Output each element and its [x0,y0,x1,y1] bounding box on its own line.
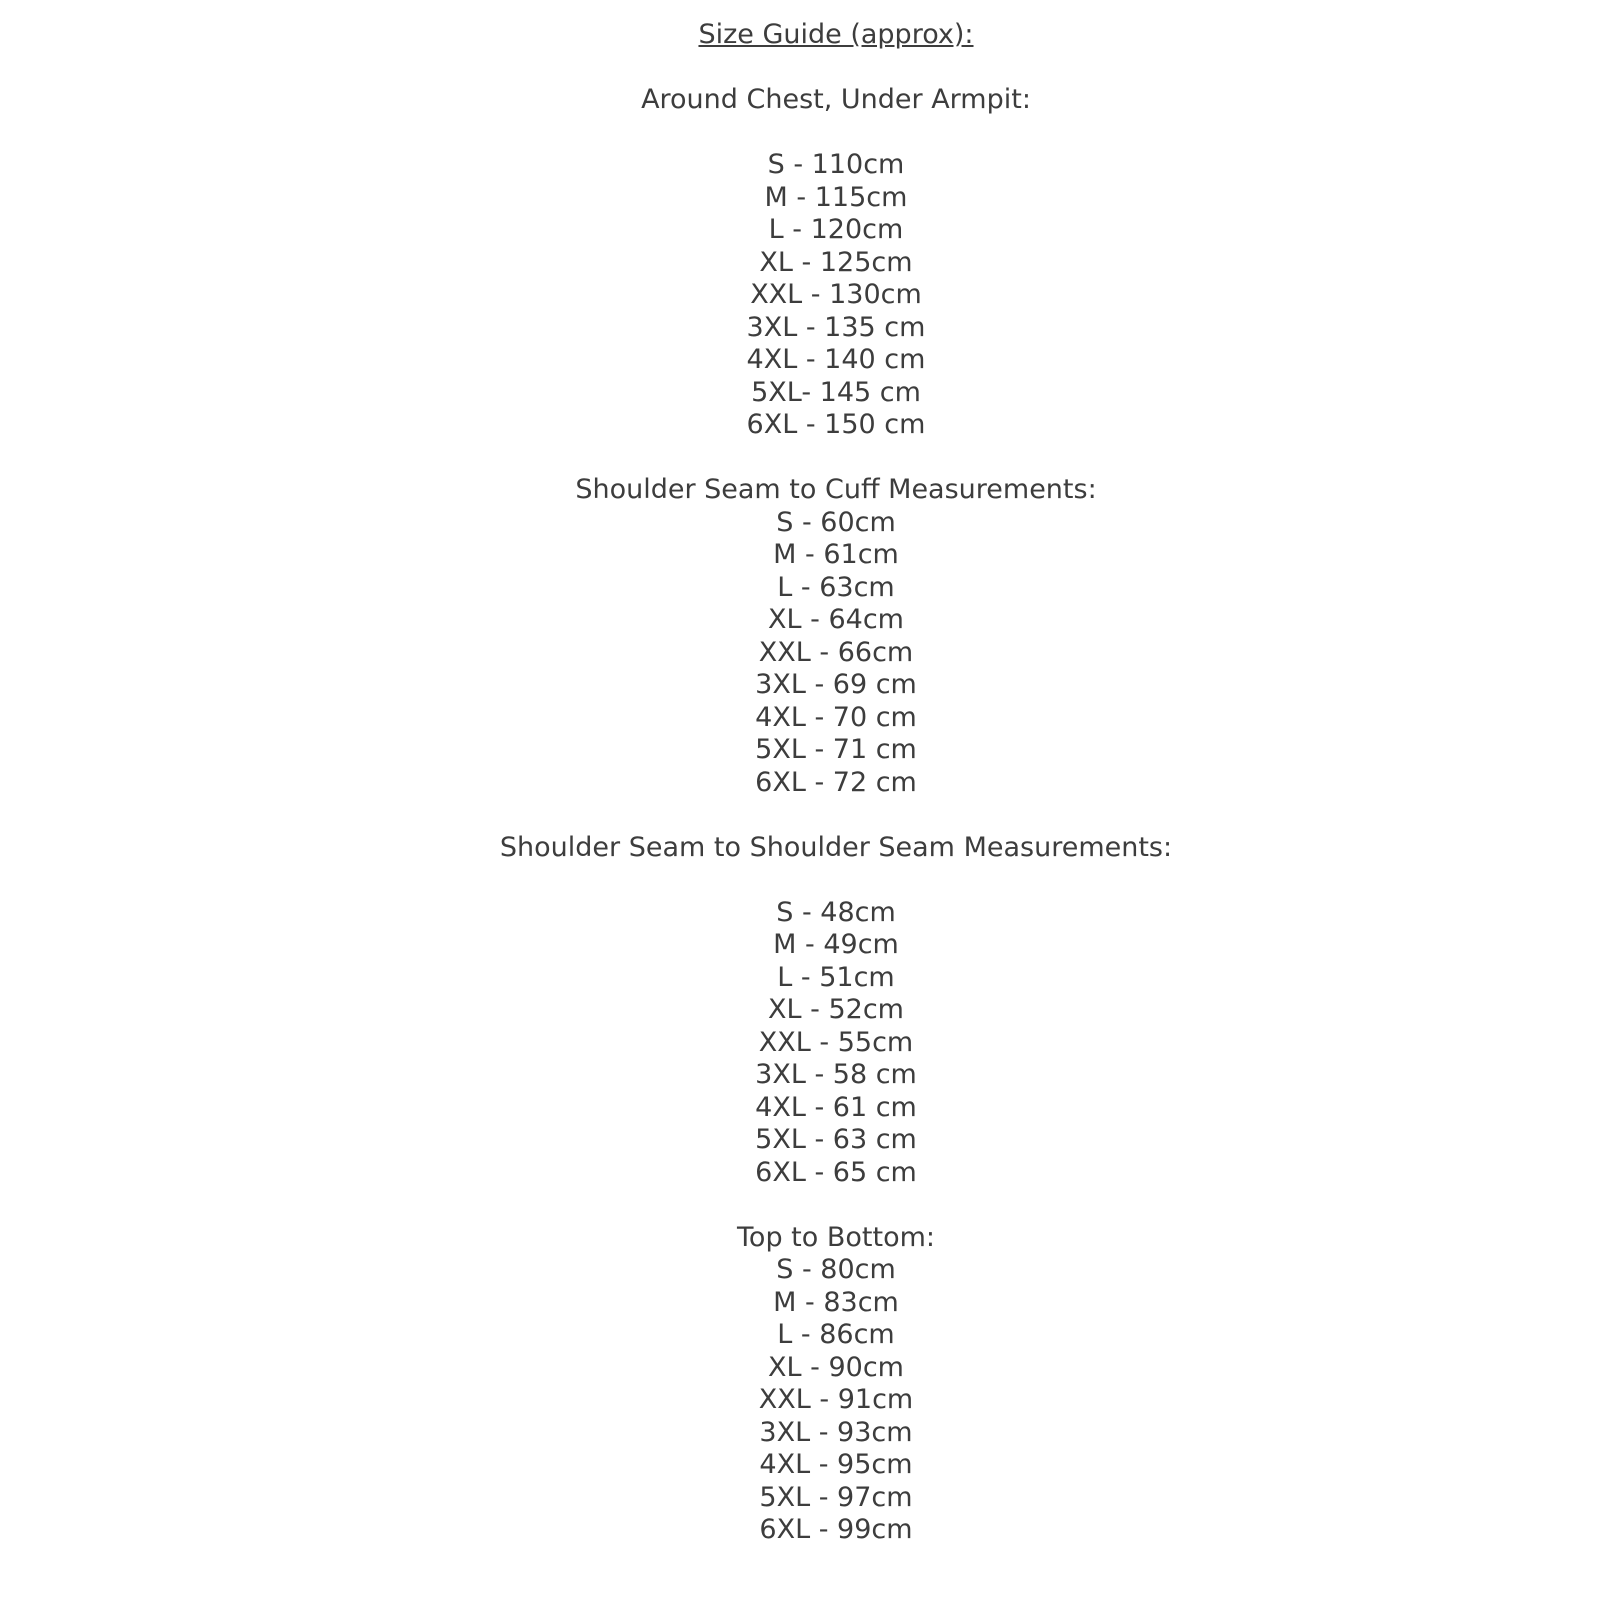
size-row: L - 51cm [777,961,895,993]
sections-container [72,84,1600,1547]
size-row: 4XL - 95cm [759,1449,913,1480]
size-row: XL - 64cm [768,604,904,635]
size-rows [72,149,1600,442]
size-section [72,84,1600,442]
size-row: XL - 125cm [759,246,913,278]
size-row: S - 60cm [776,506,896,538]
size-section [72,474,1600,799]
size-row: S - 80cm [776,1254,896,1285]
page-title: Size Guide (approx): [698,19,974,50]
size-row: M - 49cm [773,929,899,960]
size-row: L - 86cm [777,1319,895,1350]
size-row: 5XL - 97cm [759,1481,913,1513]
size-row: XXL - 130cm [750,279,922,310]
size-row: S - 110cm [767,149,905,180]
size-row: 4XL - 61 cm [755,1091,917,1123]
size-row: 5XL- 145 cm [751,376,921,408]
size-rows [72,897,1600,1190]
section-heading: Shoulder Seam to Shoulder Seam Measurements: [499,831,1173,863]
size-row: L - 63cm [777,571,895,603]
size-section [72,832,1600,1190]
size-row: 6XL - 150 cm [746,409,926,440]
size-row: XXL - 66cm [758,636,914,668]
size-row: 3XL - 69 cm [755,669,917,700]
size-row: 3XL - 58 cm [755,1059,917,1090]
size-row: XXL - 55cm [758,1026,914,1058]
size-row: XL - 52cm [768,994,904,1025]
size-row: L - 120cm [768,214,904,245]
size-row: 6XL - 99cm [759,1514,913,1545]
size-row: XXL - 91cm [758,1384,914,1415]
size-row: 3XL - 135 cm [746,311,926,343]
section-heading: Around Chest, Under Armpit: [641,84,1031,115]
size-row: XL - 90cm [768,1351,904,1383]
size-row: 6XL - 72 cm [755,766,917,798]
size-row: S - 48cm [776,896,896,928]
size-row: 3XL - 93cm [759,1416,913,1448]
size-rows [72,507,1600,800]
size-row: M - 83cm [773,1286,899,1318]
size-rows [72,1254,1600,1547]
size-row: M - 115cm [764,181,908,213]
size-row: 4XL - 70 cm [755,701,917,733]
size-row: 5XL - 71 cm [755,734,917,765]
size-section [72,1222,1600,1547]
section-heading: Top to Bottom: [737,1221,935,1253]
size-row: 6XL - 65 cm [755,1156,917,1188]
size-row: 5XL - 63 cm [755,1124,917,1155]
section-heading: Shoulder Seam to Cuff Measurements: [575,474,1097,505]
size-row: 4XL - 140 cm [746,344,926,375]
size-row: M - 61cm [773,539,899,570]
